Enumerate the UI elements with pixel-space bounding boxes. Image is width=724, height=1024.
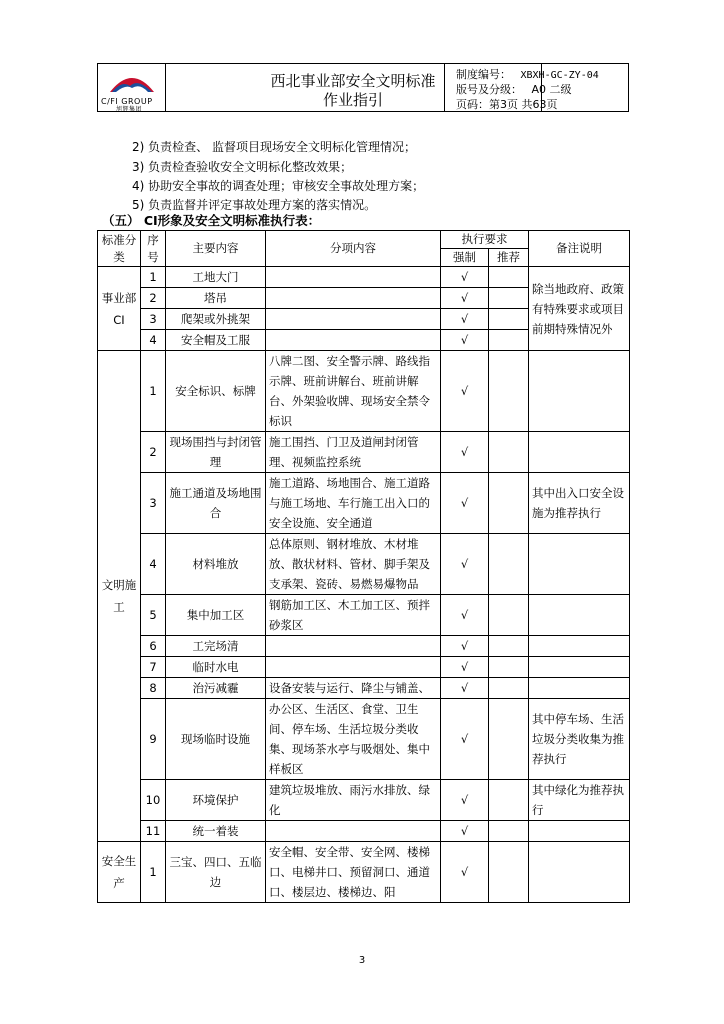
- table-row: [98, 657, 630, 678]
- row-mandatory: √: [441, 267, 489, 288]
- row-mandatory: √: [441, 678, 489, 699]
- version-info: [456, 81, 572, 97]
- row-sub: 总体原则、钢材堆放、木材堆放、散状材料、管材、脚手架及支承架、瓷砖、易燃易爆物品: [266, 534, 441, 595]
- row-recommended: [489, 534, 529, 595]
- table-row: [98, 636, 630, 657]
- row-no: 4: [141, 330, 166, 351]
- header-meta-divider: [444, 63, 445, 112]
- row-no: 3: [141, 309, 166, 330]
- row-recommended: [489, 821, 529, 842]
- doc-number-label: 制度编号：: [456, 68, 511, 81]
- document-title-line1: 西北事业部安全文明标准: [270, 72, 436, 90]
- row-sub: 办公区、生活区、食堂、卫生间、停车场、生活垃圾分类收集、现场茶水亭与吸烟处、集中样板区: [266, 699, 441, 780]
- row-no: 3: [141, 473, 166, 534]
- row-mandatory: √: [441, 595, 489, 636]
- row-mandatory: √: [441, 288, 489, 309]
- list-item: 5) 负责监督并评定事故处理方案的落实情况。: [132, 198, 377, 212]
- row-main: 统一着装: [166, 821, 266, 842]
- document-header: [97, 63, 629, 112]
- row-no: 10: [141, 780, 166, 821]
- row-no: 1: [141, 842, 166, 903]
- header-remark: 备注说明: [529, 231, 630, 267]
- page-info: 页码：第3页 共63页: [456, 98, 558, 111]
- row-recommended: [489, 330, 529, 351]
- header-category: 标准分类: [98, 231, 141, 267]
- row-no: 4: [141, 534, 166, 595]
- row-main: 环境保护: [166, 780, 266, 821]
- header-exec: 执行要求: [441, 231, 529, 249]
- row-main: 三宝、四口、五临边: [166, 842, 266, 903]
- row-sub: 施工道路、场地围合、施工道路与施工场地、车行施工出入口的安全设施、安全通道: [266, 473, 441, 534]
- table-header-row: [98, 231, 630, 249]
- meta-cell: [456, 64, 628, 111]
- row-recommended: [489, 309, 529, 330]
- category-cell: 安全生产: [98, 842, 141, 903]
- row-mandatory: √: [441, 330, 489, 351]
- row-sub: 施工围挡、门卫及道闸封闭管理、视频监控系统: [266, 432, 441, 473]
- row-no: 7: [141, 657, 166, 678]
- table-row: [98, 678, 630, 699]
- document-title-line2: 作业指引: [322, 91, 383, 109]
- header-sub: 分项内容: [266, 231, 441, 267]
- row-sub: [266, 821, 441, 842]
- row-sub: 安全帽、安全带、安全网、楼梯口、电梯井口、预留洞口、通道口、楼层边、楼梯边、阳: [266, 842, 441, 903]
- row-recommended: [489, 473, 529, 534]
- doc-number-value: XBXH-GC-ZY-04: [520, 70, 599, 81]
- row-main: 工完场清: [166, 636, 266, 657]
- doc-number: [456, 66, 599, 82]
- row-main: 集中加工区: [166, 595, 266, 636]
- row-main: 现场围挡与封闭管理: [166, 432, 266, 473]
- row-remark: [529, 636, 630, 657]
- logo-cn-text: 旭辉集团: [116, 106, 143, 113]
- row-recommended: [489, 842, 529, 903]
- table-row: [98, 534, 630, 595]
- row-recommended: [489, 657, 529, 678]
- row-remark: [529, 678, 630, 699]
- row-remark: 其中出入口安全设施为推荐执行: [529, 473, 630, 534]
- row-mandatory: √: [441, 636, 489, 657]
- row-main: 工地大门: [166, 267, 266, 288]
- header-recommended: 推荐: [489, 249, 529, 267]
- header-main: 主要内容: [166, 231, 266, 267]
- category-cell: 事业部CI: [98, 267, 141, 351]
- row-remark: [529, 657, 630, 678]
- section-title: （五） CI形象及安全文明标准执行表：: [102, 213, 321, 228]
- header-mandatory: 强制: [441, 249, 489, 267]
- list-item: 2) 负责检查、 监督项目现场安全文明标化管理情况；: [132, 140, 416, 154]
- row-main: 爬架或外挑架: [166, 309, 266, 330]
- table-row: [98, 432, 630, 473]
- company-logo-icon: [108, 70, 156, 96]
- row-main: 现场临时设施: [166, 699, 266, 780]
- row-recommended: [489, 595, 529, 636]
- row-main: 塔吊: [166, 288, 266, 309]
- logo-brand-text: C/FI GROUP: [101, 97, 153, 106]
- row-no: 1: [141, 351, 166, 432]
- header-no: 序号: [141, 231, 166, 267]
- row-recommended: [489, 288, 529, 309]
- row-recommended: [489, 432, 529, 473]
- table-row: [98, 821, 630, 842]
- row-recommended: [489, 699, 529, 780]
- row-no: 11: [141, 821, 166, 842]
- table-row: [98, 351, 630, 432]
- version-value: A0 二级: [531, 83, 572, 96]
- table-row: [98, 842, 630, 903]
- row-remark: 其中停车场、生活垃圾分类收集为推荐执行: [529, 699, 630, 780]
- row-main: 安全帽及工服: [166, 330, 266, 351]
- row-no: 9: [141, 699, 166, 780]
- row-recommended: [489, 636, 529, 657]
- list-item: 3) 负责检查验收安全文明标化整改效果；: [132, 160, 353, 174]
- ci-standard-table: [97, 230, 630, 903]
- row-main: 施工通道及场地围合: [166, 473, 266, 534]
- row-sub: 建筑垃圾堆放、雨污水排放、绿化: [266, 780, 441, 821]
- row-remark: [529, 432, 630, 473]
- row-sub: [266, 309, 441, 330]
- table-row: [98, 595, 630, 636]
- table-row: [98, 699, 630, 780]
- row-remark: [529, 351, 630, 432]
- row-mandatory: √: [441, 780, 489, 821]
- row-remark: [529, 595, 630, 636]
- row-sub: [266, 330, 441, 351]
- row-main: 材料堆放: [166, 534, 266, 595]
- table-row: [98, 780, 630, 821]
- row-no: 8: [141, 678, 166, 699]
- logo-cell: [98, 64, 166, 111]
- row-mandatory: √: [441, 842, 489, 903]
- page-number: 3: [358, 955, 366, 966]
- row-sub: [266, 267, 441, 288]
- row-no: 6: [141, 636, 166, 657]
- table-row: [98, 473, 630, 534]
- table-row: [98, 267, 630, 288]
- row-no: 2: [141, 288, 166, 309]
- row-no: 2: [141, 432, 166, 473]
- row-remark: [529, 534, 630, 595]
- row-mandatory: √: [441, 309, 489, 330]
- row-recommended: [489, 267, 529, 288]
- version-label: 版号及分级：: [456, 83, 522, 96]
- row-no: 5: [141, 595, 166, 636]
- row-mandatory: √: [441, 699, 489, 780]
- row-mandatory: √: [441, 821, 489, 842]
- row-mandatory: √: [441, 657, 489, 678]
- row-sub: 设备安装与运行、降尘与铺盖、: [266, 678, 441, 699]
- row-sub: 八牌二图、安全警示牌、路线指示牌、班前讲解台、班前讲解台、外架验收牌、现场安全禁令标识: [266, 351, 441, 432]
- row-recommended: [489, 678, 529, 699]
- row-no: 1: [141, 267, 166, 288]
- row-main: 治污减霾: [166, 678, 266, 699]
- row-main: 临时水电: [166, 657, 266, 678]
- row-mandatory: √: [441, 351, 489, 432]
- row-main: 安全标识、标牌: [166, 351, 266, 432]
- list-item: 4) 协助安全事故的调查处理；审核安全事故处理方案；: [132, 179, 425, 193]
- row-recommended: [489, 351, 529, 432]
- row-mandatory: √: [441, 534, 489, 595]
- row-mandatory: √: [441, 432, 489, 473]
- row-remark: 除当地政府、政策有特殊要求或项目前期特殊情况外: [529, 267, 630, 351]
- row-sub: [266, 657, 441, 678]
- row-sub: 钢筋加工区、木工加工区、预拌砂浆区: [266, 595, 441, 636]
- row-remark: [529, 842, 630, 903]
- row-remark: 其中绿化为推荐执行: [529, 780, 630, 821]
- row-sub: [266, 288, 441, 309]
- row-mandatory: √: [441, 473, 489, 534]
- row-sub: [266, 636, 441, 657]
- category-cell: 文明施工: [98, 351, 141, 842]
- row-recommended: [489, 780, 529, 821]
- row-remark: [529, 821, 630, 842]
